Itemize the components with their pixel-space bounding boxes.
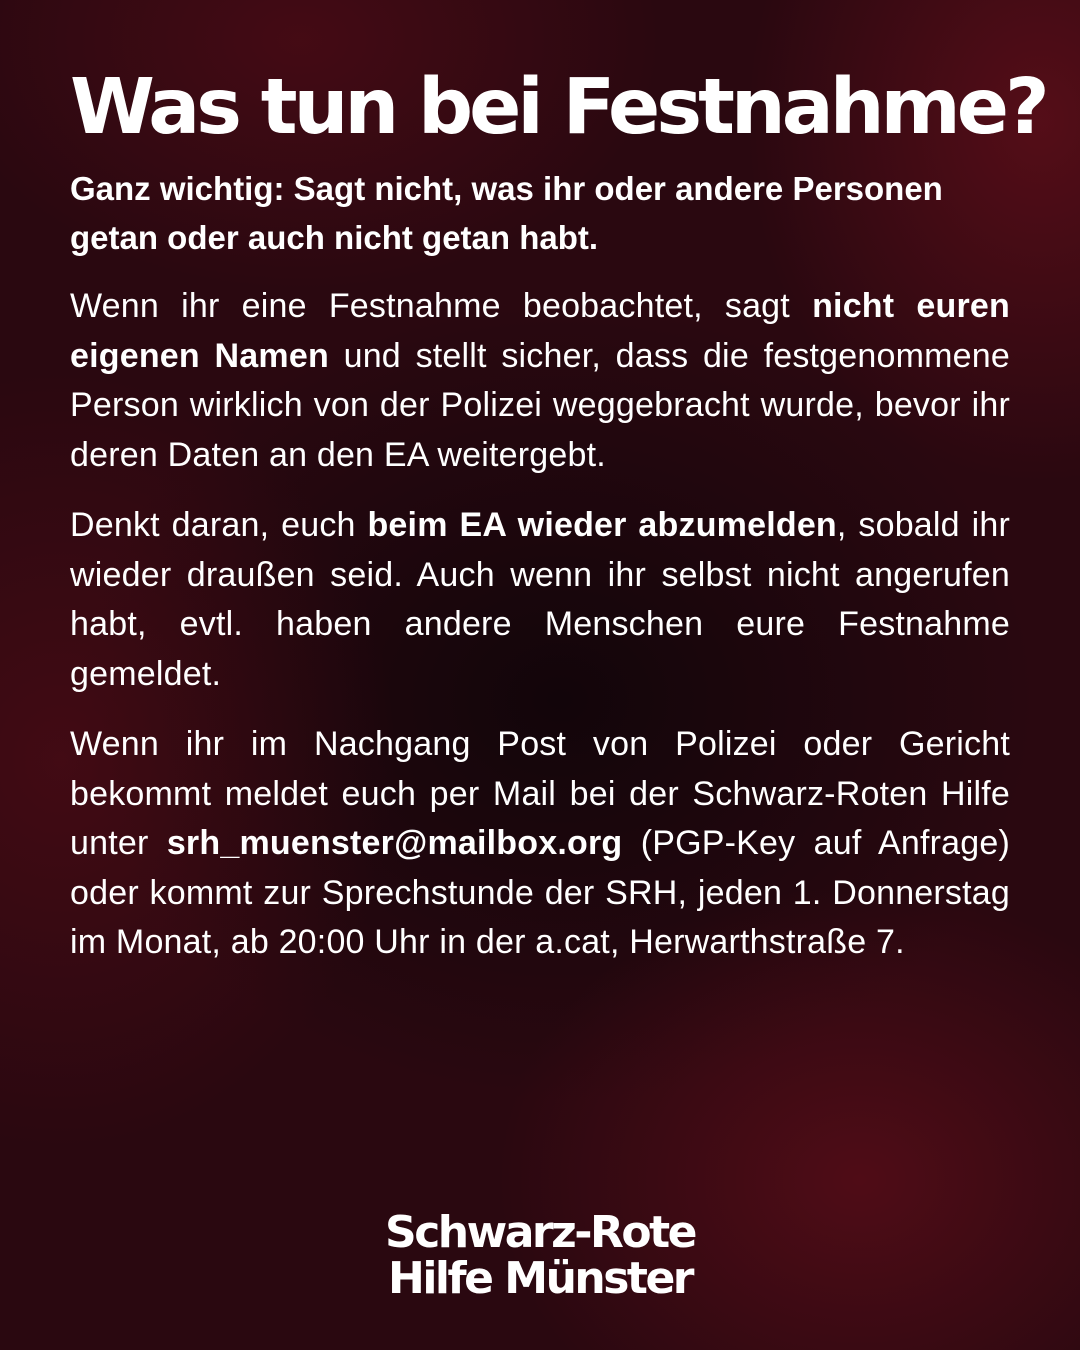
paragraph-text: (PGP-Key auf Anfrage) oder kommt zur Sprechstunde der SRH, jeden 1. Donnerstag im Monat, ab 20:00 Uhr in der a.cat, Herwarthstraße 7. [70,824,1010,961]
page-title: Was tun bei Festnahme? [70,63,1046,152]
logo-line-2: Hilfe Münster [388,1253,692,1304]
paragraph-text: Wenn ihr eine Festnahme beobachtet, sagt [70,287,813,325]
paragraph-deregister [70,501,1010,699]
paragraph-emphasis: beim EA wieder abzumelden [367,506,837,544]
paragraph-emphasis: nicht euren eigenen Namen [70,287,1011,375]
paragraph-contact [70,720,1010,968]
paragraph-text: , sobald ihr wieder draußen seid. Auch wenn ihr selbst nicht angerufen habt, evtl. haben andere Menschen eure Festnahme gemeldet. [70,506,1011,693]
organization-logo [0,1207,1080,1304]
lead-warning: Ganz wichtig: Sagt nicht, was ihr oder andere Personen getan oder auch nicht getan habt. [70,170,943,256]
paragraph-text: und stellt sicher, dass die festgenommene Person wirklich von der Polizei weggebracht wurde, bevor ihr deren Daten an den EA weitergebt. [70,336,1010,474]
paragraph-observe-arrest [70,282,1010,480]
contact-email: srh_muenster@mailbox.org [166,824,623,862]
logo-line-1: Schwarz-Rote [385,1207,695,1258]
paragraph-text: Wenn ihr im Nachgang Post von Polizei oder Gericht bekommt meldet euch per Mail bei der Schwarz-Roten Hilfe unter [70,725,1010,862]
paragraph-text: Denkt daran, euch [70,506,368,544]
main-content [70,60,1046,989]
